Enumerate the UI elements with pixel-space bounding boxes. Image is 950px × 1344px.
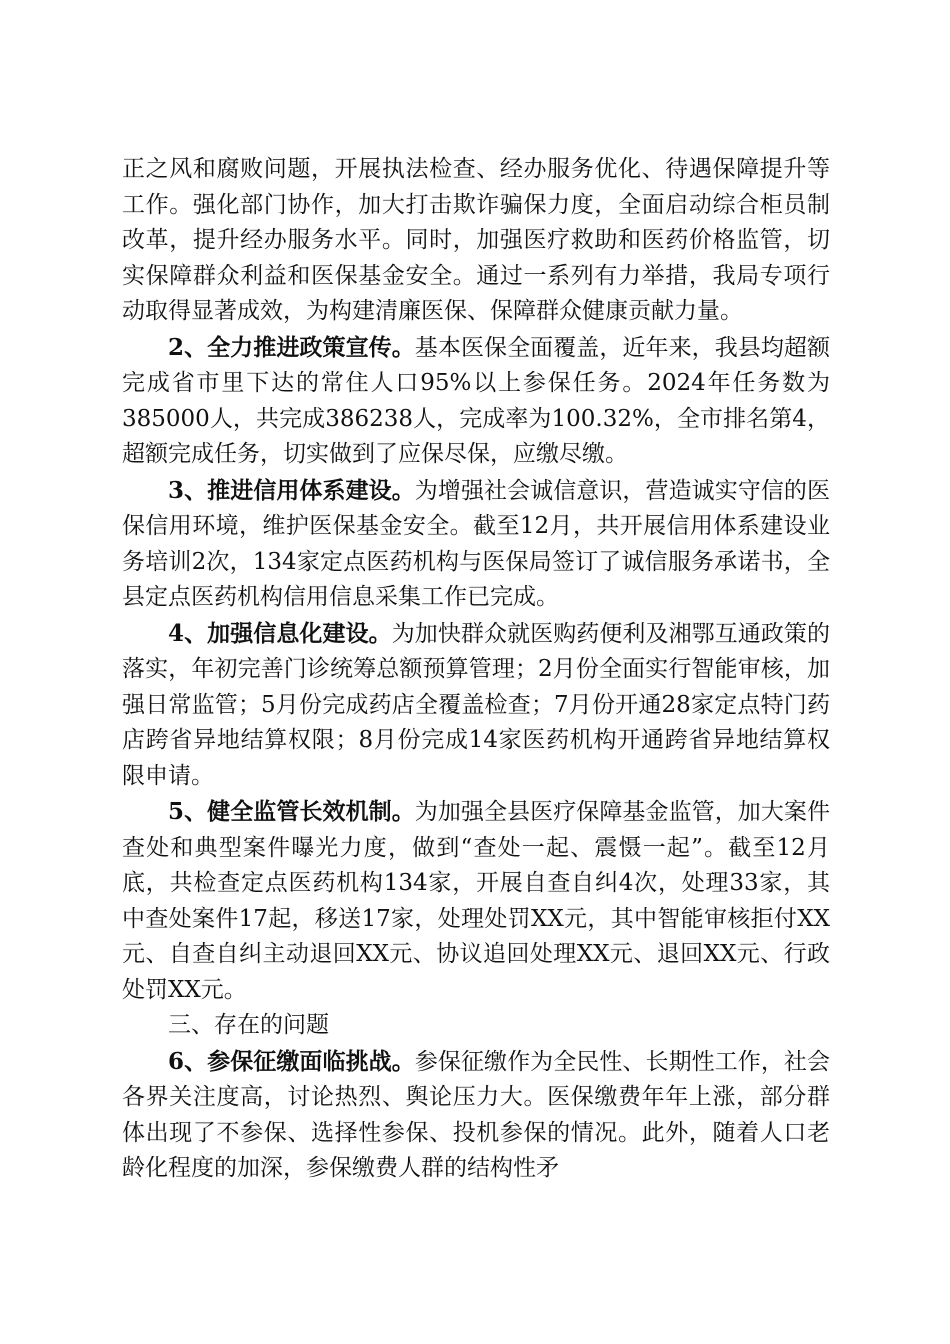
paragraph-lead: 4、加强信息化建设。: [168, 619, 392, 647]
paragraph-continuation: [122, 152, 830, 330]
paragraph-informatization: [122, 616, 830, 795]
paragraph-lead: 6、参保征缴面临挑战。: [168, 1047, 415, 1075]
paragraph-text: 参保征缴作为全民性、长期性工作，社会各界关注度高，讨论热烈、舆论压力大。医保缴费年年上涨，部分群体出现了不参保、选择性参保、投机参保的情况。此外，随着人口老龄化程度的加深，参保缴费人群的结构性矛: [122, 1048, 831, 1181]
paragraph-credit-system: [122, 473, 830, 616]
document-body: [122, 152, 830, 1187]
section-heading: 三、存在的问题: [168, 1012, 329, 1038]
paragraph-lead: 2、全力推进政策宣传。: [168, 333, 415, 361]
paragraph-supervision: [122, 794, 830, 1008]
paragraph-text: 基本医保全面覆盖，近年来，我县均超额完成省市里下达的常住人口95%以上参保任务。2024年任务数为385000人，共完成386238人，完成率为100.32%，全市排名第4，超额完成任务，切实做到了应保尽保，应缴尽缴。: [122, 334, 831, 467]
paragraph-enrollment-challenge: [122, 1044, 830, 1187]
paragraph-text: 为增强社会诚信意识，营造诚实守信的医保信用环境，维护医保基金安全。截至12月，共开展信用体系建设业务培训2次，134家定点医药机构与医保局签订了诚信服务承诺书，全县定点医药机构信用信息采集工作已完成。: [122, 477, 831, 610]
paragraph-text: 为加强全县医疗保障基金监管，加大案件查处和典型案件曝光力度，做到“查处一起、震慑一起”。截至12月底，共检查定点医药机构134家，开展自查自纠4次，处理33家，其中查处案件17起，移送17家，处理处罚XX元，其中智能审核拒付XX元、自查自纠主动退回XX元、协议追回处理XX元、退回XX元、行政处罚XX元。: [122, 799, 831, 1003]
paragraph-text: 为加快群众就医购药便利及湘鄂互通政策的落实，年初完善门诊统筹总额预算管理；2月份全面实行智能审核，加强日常监管；5月份完成药店全覆盖检查；7月份开通28家定点特门药店跨省异地结算权限；8月份完成14家医药机构开通跨省异地结算权限申请。: [122, 620, 830, 789]
paragraph-policy-promotion: [122, 330, 830, 473]
paragraph-lead: 3、推进信用体系建设。: [168, 476, 415, 504]
paragraph-lead: 5、健全监管长效机制。: [168, 798, 415, 825]
paragraph-text: 正之风和腐败问题，开展执法检查、经办服务优化、待遇保障提升等工作。强化部门协作，加大打击欺诈骗保力度，全面启动综合柜员制改革，提升经办服务水平。同时，加强医疗救助和医药价格监管，切实保障群众利益和医保基金安全。通过一系列有力举措，我局专项行动取得显著成效，为构建清廉医保、保障群众健康贡献力量。: [122, 156, 830, 324]
